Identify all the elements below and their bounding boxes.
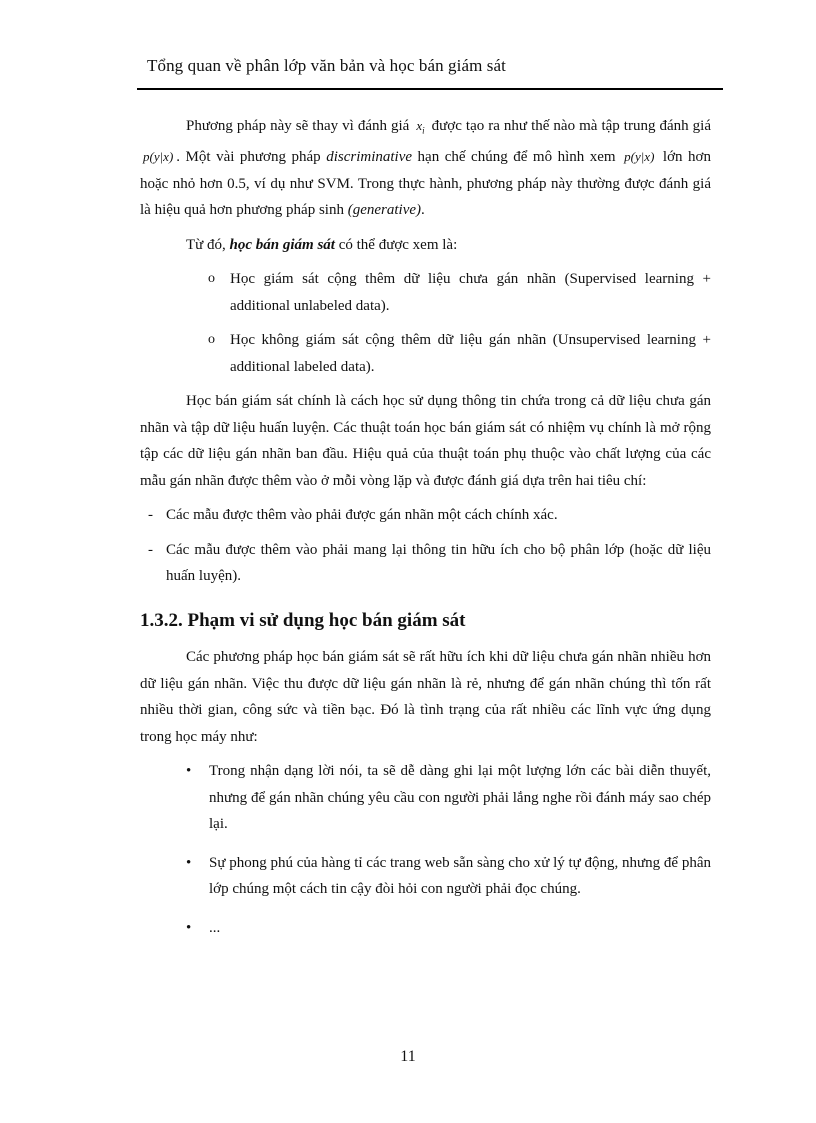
italic-term: discriminative [326,149,413,166]
paragraph-definition [140,232,711,259]
list-item [140,850,711,903]
dot-bullet-icon: • [186,919,192,936]
list-item [140,915,711,942]
dot-bullet-icon: • [186,854,192,871]
header-rule [137,88,723,90]
italic-term: (generative) [347,202,422,219]
circle-list [140,266,711,380]
math-p-y-given-x: p(y|x) [143,149,174,165]
list-item-text: Các mẫu được thêm vào phải được gán nhãn một cách chính xác. [166,507,558,524]
running-header: Tổng quan về phân lớp văn bản và học bán giám sát [147,56,506,75]
text-run: được tạo ra như thế nào mà tập trung đánh giá [427,118,711,134]
paragraph-body: Học bán giám sát chính là cách học sử dụng thông tin chứa trong cả dữ liệu chưa gán nhãn và tập dữ liệu huấn luyện. Các thuật toán học bán giám sát có nhiệm vụ chính là mở rộng tập các dữ liệu gán nhãn ban đầu. Hiệu quả của thuật toán phụ thuộc vào chất lượng của các mẫu gán nhãn được thêm vào ở mỗi vòng lặp và được đánh giá dựa trên hai tiêu chí: [140,393,711,489]
paragraph-intro [140,113,711,224]
page-content [140,113,711,953]
list-item-text: ... [209,919,221,936]
dash-list [140,502,711,590]
list-item-text: Trong nhận dạng lời nói, ta sẽ dễ dàng ghi lại một lượng lớn các bài diễn thuyết, nhưng để gán nhãn chúng yêu cầu con người phải lắng nghe rồi đánh máy sao chép lại. [209,763,711,833]
paragraph-body: Các phương pháp học bán giám sát sẽ rất hữu ích khi dữ liệu chưa gán nhãn nhiều hơn dữ liệu gán nhãn. Việc thu được dữ liệu gán nhãn là rẻ, nhưng để gán nhãn chúng thì tốn rất nhiều thời gian, công sức và tiền bạc. Đó là tình trạng của rất nhiều các lĩnh vực ứng dụng trong học máy như: [140,649,711,745]
text-run: . [421,202,425,219]
math-xi: $x_i$ [416,118,425,136]
dash-bullet-icon: - [148,541,153,558]
text-run: Phương pháp này sẽ thay vì đánh giá [186,118,414,134]
text-run: . Một vài phương pháp [176,149,327,166]
page-number: 11 [400,1048,416,1065]
dot-bullet-icon: • [186,763,192,780]
list-item [140,758,711,838]
list-item-text: Sự phong phú của hàng tỉ các trang web sẵn sàng cho xử lý tự động, nhưng để phân lớp chúng một cách tin cậy đòi hỏi con người phải đọc chúng. [209,854,712,898]
circle-bullet-icon: o [208,271,215,287]
text-run: hạn chế chúng để mô hình xem [412,149,622,166]
section-heading: 1.3.2. Phạm vi sử dụng học bán giám sát [140,609,466,631]
circle-bullet-icon: o [208,332,215,348]
text-run: lớn hơn hoặc nhỏ hơn 0.5, ví dụ như SVM. Trong thực hành, phương pháp này thường được đánh giá là hiệu quả hơn phương pháp sinh [140,149,711,219]
dash-bullet-icon: - [148,507,153,524]
math-p-y-given-x: p(y|x) [624,149,655,165]
list-item-text: Học giám sát cộng thêm dữ liệu chưa gán nhãn (Supervised learning + additional unlabeled data). [230,271,711,314]
bold-italic-term: học bán giám sát [229,236,335,253]
list-item [140,266,711,319]
list-item-text: Các mẫu được thêm vào phải mang lại thông tin hữu ích cho bộ phân lớp (hoặc dữ liệu huấn luyện). [166,541,711,585]
bullet-list [140,758,711,941]
list-item [140,502,711,529]
list-item-text: Học không giám sát cộng thêm dữ liệu gán nhãn (Unsupervised learning + additional labeled data). [230,332,711,375]
text-run: Từ đó, [186,236,230,253]
list-item [140,537,711,590]
text-run: có thể được xem là: [334,236,458,253]
list-item [140,327,711,380]
